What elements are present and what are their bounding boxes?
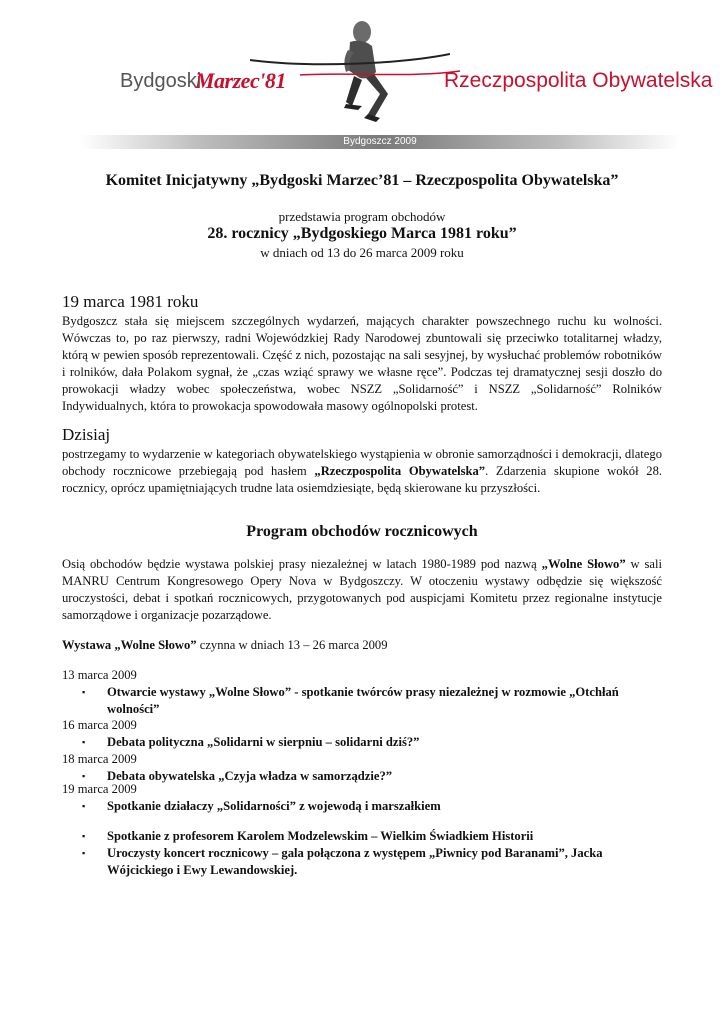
bullet-icon: ▪ [82,687,86,697]
schedule-date: 16 marca 2009 [62,718,137,732]
schedule-item: Uroczysty koncert rocznicowy – gala połączona z występem „Piwnicy pod Baranami”, Jacka Wójcickiego i Ewy Lewandowskiej. [107,846,603,877]
section-body-19-marca: Bydgoszcz stała się miejscem szczególnych wydarzeń, mających charakter powszechnego ruchu ku wolności. Wówczas to, po raz pierwszy, radni Wojewódzkiej Rady Narodowej zbuntowali się przeciwko totalitarnej władzy, którą w pewien sposób reprezentowali. Część z nich, pozostając na sali sesyjnej, by wysłuchać problemów robotników i rolników, dała Polakom sygnał, że „czas wziąć sprawy we własne ręce”. Podczas tej dramatycznej sesji doszło do prowokacji władzy wobec społeczeństwa, wobec NSZZ „Solidarność” i NSZZ „Solidarność” Rolników Indywidualnych, która to prowokacja spowodowała masowy ogólnopolski protest. [62,314,662,413]
brand-rzeczpospolita-obywatelska: Rzeczpospolita Obywatelska [444,69,713,92]
dzisiaj-text-1: postrzegamy to wydarzenie w kategoriach obywatelskiego wystąpienia w obronie samorządności i demokracji, dlatego obchody rocznicowe przebiegają pod hasłem [62,447,662,478]
exhibition-name: Wystawa „Wolne Słowo” [62,638,197,652]
section-body-dzisiaj [62,446,662,497]
schedule-item: Debata obywatelska „Czyja władza w samorządzie?” [107,769,393,783]
program-intro [62,556,662,624]
presents-line: przedstawia program obchodów [278,209,446,224]
program-heading: Program obchodów rocznicowych [246,523,478,540]
bullet-icon: ▪ [82,831,86,841]
anniversary-title: 28. rocznicy „Bydgoskiego Marca 1981 roku” [207,225,517,242]
program-intro-text-1: Osią obchodów będzie wystawa polskiej prasy niezależnej w latach 1980-1989 pod nazwą [62,557,542,571]
schedule-date: 13 marca 2009 [62,668,137,682]
brand-marzec-logo: Marzec'81 [195,68,286,93]
committee-title: Komitet Inicjatywny „Bydgoski Marzec’81 – Rzeczpospolita Obywatelska” [105,172,619,189]
brand-bydgoski: Bydgoski [120,70,202,92]
schedule-item: Otwarcie wystawy „Wolne Słowo” - spotkanie twórców prasy niezależnej w rozmowie „Otchłań wolności” [107,685,619,716]
bullet-icon: ▪ [82,848,86,858]
schedule-date: 19 marca 2009 [62,782,137,796]
date-bar-label: Bydgoszcz 2009 [343,136,417,147]
schedule-item: Spotkanie działaczy „Solidarności” z wojewodą i marszałkiem [107,799,441,813]
red-ribbon-accent [300,70,460,80]
schedule-date: 18 marca 2009 [62,752,137,766]
bullet-icon: ▪ [82,801,86,811]
section-heading-dzisiaj: Dzisiaj [62,425,111,444]
program-intro-text-2: w sali MANRU Centrum Kongresowego Opery Nova w Bydgoszczy. W otoczeniu wystawy odbędzie się większość uroczystości, debat i spotkań rocznicowych, przygotowanych pod auspicjami Komitetu przez regionalne instytucje samorządowe i organizacje pozarządowe. [62,557,662,622]
bullet-icon: ▪ [82,771,86,781]
schedule-item: Debata polityczna „Solidarni w sierpniu – solidarni dziś?” [107,735,420,749]
section-heading-19-marca: 19 marca 1981 roku [62,292,199,311]
program-intro-exhibition-name: „Wolne Słowo” [541,557,626,571]
dates-line: w dniach od 13 do 26 marca 2009 roku [260,245,464,260]
exhibition-line [62,637,388,654]
dzisiaj-text-2: . Zdarzenia skupione wokół 28. rocznicy, oprócz upamiętniających trudne lata osiemdziesiąte, będą skierowane ku przyszłości. [62,464,663,495]
dzisiaj-slogan: „Rzeczpospolita Obywatelska” [314,464,486,478]
schedule-item: Spotkanie z profesorem Karolem Modzelewskim – Wielkim Świadkiem Historii [107,829,534,843]
bullet-icon: ▪ [82,737,86,747]
exhibition-dates: czynna w dniach 13 – 26 marca 2009 [196,638,388,652]
